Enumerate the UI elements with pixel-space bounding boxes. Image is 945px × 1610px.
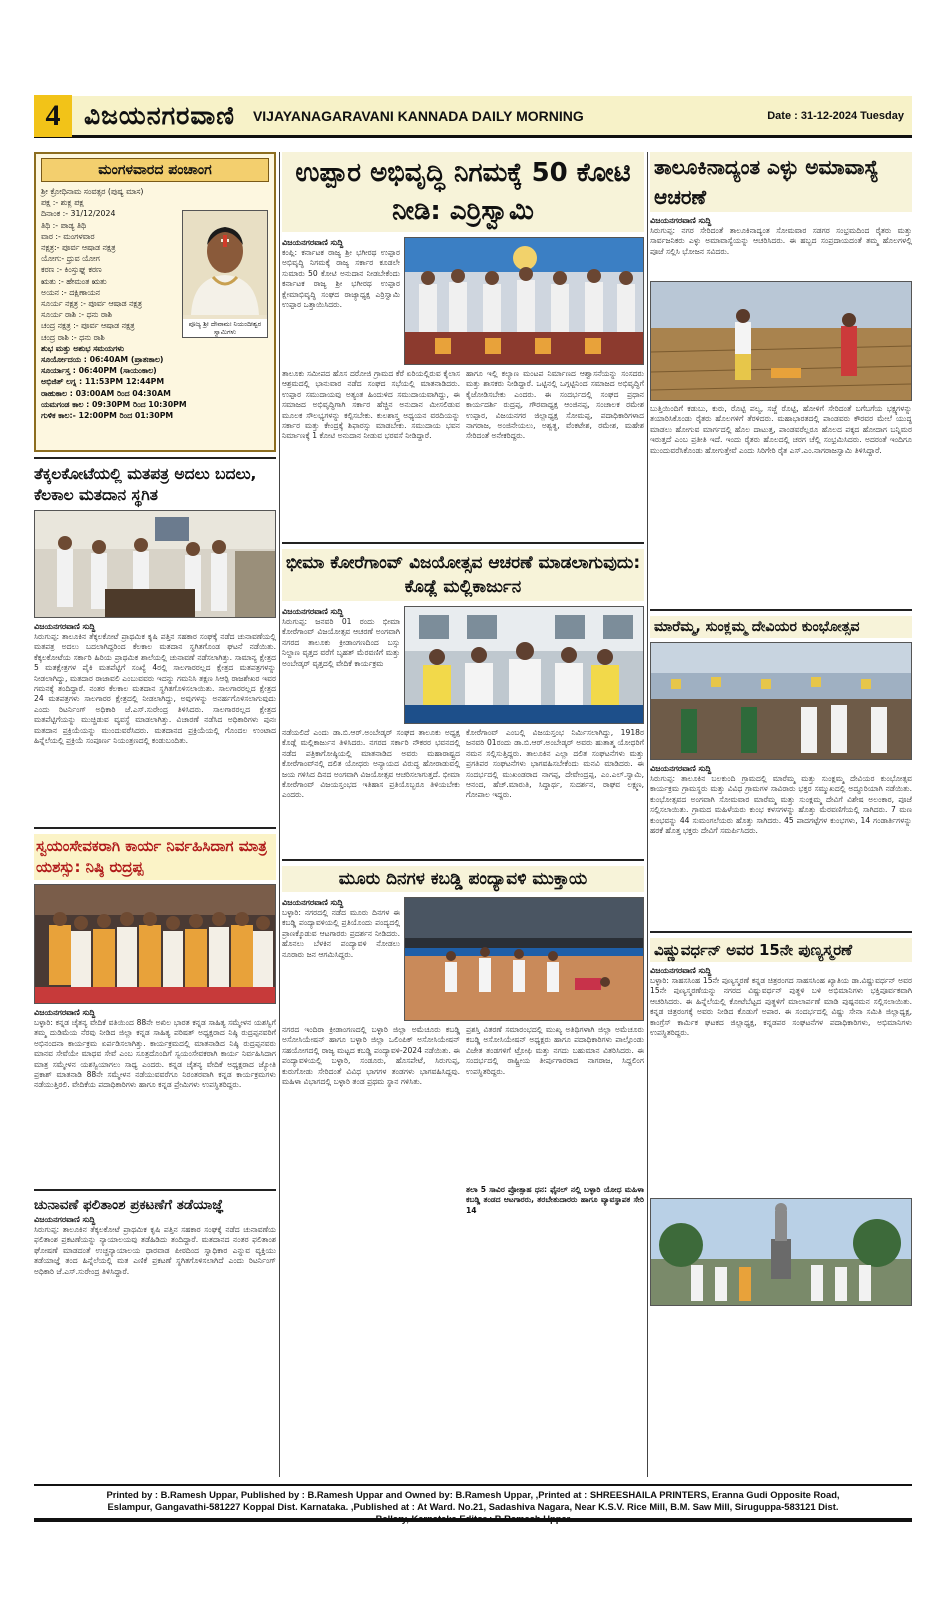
kabaddi-match-photo (404, 897, 644, 1021)
divider (34, 827, 276, 829)
statue-tribute-photo (650, 1198, 912, 1306)
uppara-meeting-photo (404, 237, 644, 365)
footer-rule (34, 1518, 912, 1522)
masthead (34, 96, 912, 138)
press-meet-photo (404, 606, 644, 724)
priest-portrait (182, 210, 268, 338)
headline-swayamsevak: ಸ್ವಯಂಸೇವಕರಾಗಿ ಕಾರ್ಯ ನಿರ್ವಹಿಸಿದಾಗ ಮಾತ್ರ ಯಶಸ್ಸು: ನಿಷ್ಠಿ ರುದ್ರಪ್ಪ (34, 834, 276, 880)
article-body: ಸಿರುಗುಪ್ಪ: ತಾಲೂಕಿನ ಬಲಕುಂದಿ ಗ್ರಾಮದಲ್ಲಿ ಮಾರೆಮ್ಮ ಮತ್ತು ಸುಂಕ್ಲಮ್ಮ ದೇವಿಯರ ಕುಂಭೋತ್ಸವ ಕಾರ್ಯಕ್ರಮ ಗ್ರಾಮಸ್ಥರು ಮತ್ತು ವಿವಿಧ ಗ್ರಾಮಗಳ ಸಾವಿರಾರು ಭಕ್ತರ ಸಮ್ಮುಖದಲ್ಲಿ ಅದ್ಧೂರಿಯಾಗಿ ನಡೆಯಿತು. ಕುಂಭೋತ್ಸವದ ಅಂಗವಾಗಿ ಸೋಮವಾರ ಮಾರೆಮ್ಮ ಮತ್ತು ಸುಂಕ್ಲಮ್ಮ ದೇವಿಗೆ ವಿಶೇಷ ಅಲಂಕಾರ, ಪೂಜೆ ಸಲ್ಲಿಸಲಾಯಿತು. ಗ್ರಾಮದ ಮಹಿಳೆಯರು ಕುಂಭ ಕಳಸಗಳನ್ನು ಹೊತ್ತು ಮೆರವಣಿಗೆಯಲ್ಲಿ ಸಾಗಿದರು. 7 ಮಣ ಕುಂಭವನ್ನು 44 ಸುಮಂಗಲೆಯರು ಹೊತ್ತು ಸಾಗಿದರು. 45 ಪಾದಗಟ್ಟೆಗಳ ಕುಂಭಗಳು, 14 ಗಂಡಾರ್ತಿಗಳನ್ನು ಹರಕೆ ಹೊತ್ತ ಭಕ್ತರು ದೇವಿಗೆ ಸಮರ್ಪಿಸಿದರು. (650, 774, 912, 836)
article-lead: ಕಂಪ್ಲಿ: ಕರ್ನಾಟಕ ರಾಜ್ಯ ಶ್ರೀ ಭಗೀರಥ ಉಪ್ಪಾರ ಅಭಿವೃದ್ಧಿ ನಿಗಮಕ್ಕೆ ರಾಜ್ಯ ಸರ್ಕಾರ ಕೂಡಲೇ ಸುಮಾರು 50 ಕೋಟಿ ಅನುದಾನ ನೀಡಬೇಕೆಂದು ಕರ್ನಾಟಕ ರಾಜ್ಯ ಶ್ರೀ ಭಗೀರಥ ಉಪ್ಪಾರ ಕ್ಷೇಮಾಭಿವೃದ್ಧಿ ಸಂಘದ ರಾಜ್ಯಾಧ್ಯಕ್ಷ ಎರ್ರಿಸ್ವಾಮಿ ಉಪ್ಪಾರ ಒತ್ತಾಯಿಸಿದರು. (282, 248, 400, 310)
article-body-continued: ಬುತ್ತಿಯಿಂದಿಗೆ ಕಡುಬು, ಕುರು, ರೊಟ್ಟಿ ಪಲ್ಯ, ಸಜ್ಜೆ ರೊಟ್ಟಿ, ಹೋಳಿಗೆ ಸೇರಿದಂತೆ ಬಗೆಬಗೆಯ ಭಕ್ಷ್ಯಗಳನ್ನು ತಯಾರಿಸಿಕೊಂಡು ರೈತರು ಹೊಲಗಳಿಗೆ ತೆರಳಿದರು. ಮಹಾಭಾರತದಲ್ಲಿ ಪಾಂಡವರು ಕೌರವರ ಮೇಲೆ ಯುದ್ಧ ಮಾಡಲು ಹೋಗುವ ಮಾರ್ಗದಲ್ಲಿ ಹೊಲ ದಾಟುತ್ತ, ಪಾಂಡವರೆಲ್ಲರೂ ಹೊಲದ ಪಕ್ಕದ ಹೋದಾಗ ಬನ್ನಿಮರ ಇರುತ್ತದೆ ಎಂಬ ಪ್ರತೀತಿ ಇದೆ. ಇಂದು ರೈತರು ಹೊಲದಲ್ಲಿ ಚರಗ ಚೆಲ್ಲಿ ಸಂಭ್ರಮಿಸಿದರು. ಅದರಂತೆ ಇಂದಿಗೂ ಮುಂದುವರೆಸಿಕೊಂಡು ಹೋಗುತ್ತೇವೆ ಎಂದು ಸಿರಿಗೇರಿ ರೈತ ಎಸ್.ಎಂ.ನಾಗರಾಜಸ್ವಾಮಿ ತಿಳಿಸಿದ್ದಾರೆ. (650, 404, 912, 455)
panchanga-box (34, 152, 276, 452)
panchanga-line: ಪಕ್ಷ :- ಶುಕ್ಲ ಪಕ್ಷ (41, 198, 84, 208)
article-body: ಬಳ್ಳಾರಿ: ಕನ್ನಡ ಚೈತನ್ಯ ವೇದಿಕೆ ವತಿಯಿಂದ 88ನೇ ಅಖಿಲ ಭಾರತ ಕನ್ನಡ ಸಾಹಿತ್ಯ ಸಮ್ಮೇಳನ ಯಶಸ್ವಿಗೆ ತಮ್ಮ ದುಡಿಮೆಯ ನೆರವು ನೀಡಿದ ಜಿಲ್ಲಾ ಕನ್ನಡ ಸಾಹಿತ್ಯ ಪರಿಷತ್ ಅಧ್ಯಕ್ಷರಾದ ನಿಷ್ಠಿ ರುದ್ರಪ್ಪನವರಿಗೆ ಅಭಿನಂದನಾ ಕಾರ್ಯಕ್ರಮ ಏರ್ಪಡಿಸಲಾಗಿತ್ತು. ಕಾರ್ಯಕ್ರಮದಲ್ಲಿ ಮಾತನಾಡಿದ ನಿಷ್ಠಿ ರುದ್ರಪ್ಪನವರು ಮಾನವ ಸೇವೆಯೇ ಮಾಧವ ಸೇವೆ ಎಂಬ ಸೂತ್ರದೊಂದಿಗೆ ಸ್ವಯಂಸೇವಕರಾಗಿ ಕಾರ್ಯ ನಿರ್ವಹಿಸಿದಾಗ ಮಾತ್ರ ಸಮ್ಮೇಳನ ಯಶಸ್ವಿಯಾಗಲು ಸಾಧ್ಯ ಎಂದರು. ಕನ್ನಡ ಚೈತನ್ಯ ವೇದಿಕೆ ಅಧ್ಯಕ್ಷರಾದ ಜ್ಯೋತಿ ಪ್ರಕಾಶ್ ಮಾತನಾಡಿ 88ನೇ ಸಮ್ಮೇಳನ ನಡೆಯುವವರೆಗೂ ನಿರಂತರವಾಗಿ ಕನ್ನಡ ಕಾರ್ಯಕ್ರಮಗಳು ನಡೆಯುತ್ತಿರಲಿ. ವೇದಿಕೆಯ ಪದಾಧಿಕಾರಿಗಳು ಹಾಗೂ ಕನ್ನಡ ಪ್ರೇಮಿಗಳು ಉಪಸ್ಥಿತರಿದ್ದರು. (34, 1018, 276, 1090)
panchanga-line: ಸೂರ್ಯೋದಯ : 06:40AM (ಪ್ರಾತಃಕಾಲ) (41, 355, 164, 365)
panchanga-line: ಶ್ರೀ ಕ್ರೋಧಿನಾಮ ಸಂವತ್ಸರ (ಪುಷ್ಯ ಮಾಸ) (41, 187, 144, 196)
article-body: ಸಿರುಗುಪ್ಪ: ನಗರ ಸೇರಿದಂತೆ ತಾಲೂಕಿನಾದ್ಯಂತ ಸೋಮವಾರ ಸಡಗರ ಸಂಭ್ರಮದಿಂದ ರೈತರು ಮತ್ತು ಸಾರ್ವಜನಿಕರು ಎಳ್ಳು ಅಮಾವಾಸ್ಯೆಯನ್ನು ಆಚರಿಸಿದರು. ಈ ಹಬ್ಬದ ಸಂಪ್ರದಾಯದಂತೆ ತಮ್ಮ ಹೊಲಗಳಲ್ಲಿ ಪೂಜೆ ಸಲ್ಲಿಸಿ ಭೋಜನ ಸವಿದರು. (650, 226, 912, 256)
headline-uppara: ಉಪ್ಪಾರ ಅಭಿವೃದ್ಧಿ ನಿಗಮಕ್ಕೆ 50 ಕೋಟಿ ನೀಡಿ: ಎರ್ರಿಸ್ವಾಮಿ (282, 152, 644, 232)
panchanga-line: ವಾರ :- ಮಂಗಳವಾರ (41, 231, 95, 241)
panchanga-line: ಸೂರ್ಯ ರಾಶಿ :- ಧನು ರಾಶಿ (41, 310, 113, 320)
panchanga-line: ಕರಣ :- ಕಿಂಸ್ತುಘ್ನ ಕರಣ (41, 265, 102, 275)
panchanga-line: ಚಂದ್ರ ರಾಶಿ :- ಧನು ರಾಶಿ (41, 332, 105, 342)
field-worship-photo (650, 281, 912, 401)
panchanga-line: ಅಯನ :- ದಕ್ಷಿಣಾಯನ (41, 287, 100, 297)
imprint-line: Eslampur, Gangavathi-581227 Koppal Dist. Karnataka. ,Published at : At Ward. No.21, Sadashiva Nagara, Near K.S.V. Rice Mill, B.M. Saw Mill, Siruguppa-583121 Dist. (107, 1501, 839, 1512)
panchanga-line: ನಕ್ಷತ್ರ:- ಪೂರ್ವ ಆಷಾಡ ನಕ್ಷತ್ರ (41, 243, 116, 253)
panchanga-line: ದಿನಾಂಕ :- 31/12/2024 (41, 209, 116, 219)
right-column (650, 152, 912, 1306)
panchanga-line: ಯಮಗಂಡ ಕಾಲ : 09:30PM ರಿಂದ 10:30PM (41, 399, 187, 409)
column-divider (647, 152, 648, 1477)
panchanga-line: ಶುಭ ಮತ್ತು ಅಶುಭ ಸಮಯಗಳು (41, 343, 124, 353)
headline-tekkalakote: ತೆಕ್ಕಲಕೋಟೆಯಲ್ಲಿ ಮತಪತ್ರ ಅದಲು ಬದಲು, ಕೆಲಕಾಲ ಮತದಾನ ಸ್ಥಗಿತ (34, 465, 257, 504)
divider (650, 931, 912, 933)
headline-vishnuvardhan: ವಿಷ್ಣುವರ್ಧನ್ ಅವರ 15ನೇ ಪುಣ್ಯಸ್ಮರಣೆ (650, 938, 912, 962)
panchanga-line: ಗುಳಿಕ ಕಾಲ:- 12:00PM ರಿಂದ 01:30PM (41, 411, 174, 421)
article-body: ತಾಲೂಕು ಸಮೀಪದ ಹೊಸ ದರೋಜಿ ಗ್ರಾಮದ ಕೆರೆ ಏರಿಯಲ್ಲಿರುವ ಕೈಲಾಸ ಆಶ್ರಮದಲ್ಲಿ ಭಾನುವಾರ ನಡೆದ ಸಂಘದ ಸಭೆಯಲ್ಲಿ ಮಾತನಾಡಿದರು. ಉಪ್ಪಾರ ಸಮುದಾಯವು ಅತ್ಯಂತ ಹಿಂದುಳಿದ ಸಮುದಾಯವಾಗಿದ್ದು, ಈ ಸಮಾಜದ ಅಭಿವೃದ್ಧಿಗಾಗಿ ಸರ್ಕಾರ ಹೆಚ್ಚಿನ ಅನುದಾನ ಮೀಸಲಿಡುವ ಮೂಲಕ ಸೌಲಭ್ಯಗಳನ್ನು ಕಲ್ಪಿಸಬೇಕು. ಕುಲಶಾಸ್ತ್ರ ಅಧ್ಯಯನ ವರದಿಯನ್ನು ಸರ್ಕಾರ ಮತ್ತು ಕೇಂದ್ರಕ್ಕೆ ಶಿಫಾರಸ್ಸು ಮಾಡಬೇಕು. ಸಮುದಾಯ ಭವನ ನಿರ್ಮಾಣಕ್ಕೆ 1 ಕೋಟಿ ಅನುದಾನ ನೀಡುವ ಭರವಸೆ ನೀಡಿದ್ದಾರೆ. (282, 369, 460, 441)
divider (34, 457, 276, 459)
article-body: ನಗರದ ಇಂದಿರಾ ಕ್ರೀಡಾಂಗಣದಲ್ಲಿ ಬಳ್ಳಾರಿ ಜಿಲ್ಲಾ ಅಮೆಚೂರು ಕಬಡ್ಡಿ ಅಸೋಸಿಯೇಷನ್ ಹಾಗೂ ಬಳ್ಳಾರಿ ಜಿಲ್ಲಾ ಒಲಿಂಪಿಕ್ ಅಸೋಸಿಯೇಷನ್ ಸಹಯೋಗದಲ್ಲಿ ರಾಜ್ಯ ಮಟ್ಟದ ಕಬಡ್ಡಿ ಪಂದ್ಯಾವಳಿ-2024 ನಡೆಯಿತು. ಈ ಪಂದ್ಯಾವಳಿಯಲ್ಲಿ ಬಳ್ಳಾರಿ, ಸಂಡೂರು, ಹೊಸಪೇಟೆ, ಸಿರುಗುಪ್ಪ, ಕುರುಗೋಡು ಸೇರಿದಂತೆ ವಿವಿಧ ಭಾಗಗಳ ತಂಡಗಳು ಭಾಗವಹಿಸಿದ್ದವು. ಮಹಿಳಾ ವಿಭಾಗದಲ್ಲಿ ಬಳ್ಳಾರಿ ತಂಡ ಪ್ರಥಮ ಸ್ಥಾನ ಗಳಿಸಿತು. (282, 1025, 460, 1087)
panchanga-line: ರಾಹುಕಾಲ : 03:00AM ರಿಂದ 04:30AM (41, 388, 171, 398)
kumbhotsava-photo (650, 642, 912, 760)
article-body: ಸಿರುಗುಪ್ಪ: ತಾಲೂಕಿನ ತೆಕ್ಕಲಕೋಟೆ ಪ್ರಾಥಮಿಕ ಕೃಷಿ ಪತ್ತಿನ ಸಹಕಾರ ಸಂಘಕ್ಕೆ ನಡೆದ ಚುನಾವಣೆಯಲ್ಲಿ ಮತಪತ್ರ ಅದಲು ಬದಲಾಗಿದ್ದರಿಂದ ಕೆಲಕಾಲ ಮತದಾನ ಸ್ಥಗಿತಗೊಂಡ ಘಟನೆ ನಡೆಯಿತು. ಕೆಕ್ಕಲಕೋಟೆಯ ಸರ್ಕಾರಿ ಹಿರಿಯ ಪ್ರಾಥಮಿಕ ಶಾಲೆಯಲ್ಲಿ ಚುನಾವಣೆ ನಡೆಸಲಾಗಿತ್ತು. ಸಾಮಾನ್ಯ ಕ್ಷೇತ್ರದ 5 ಮತಕ್ಷೇತ್ರಗಳ ಪೈಕಿ ಮತಪೆಟ್ಟಿಗೆ ಸಂಖ್ಯೆ 4ರಲ್ಲಿ ಸಾಲಗಾರರಲ್ಲದ ಕ್ಷೇತ್ರದ ಮತಪತ್ರಗಳನ್ನು ನೀಡಲಾಗಿದ್ದು, ಮತದಾರ ರಾಜಾವಲಿ ಎಂಬುವವರು ಇದನ್ನು ಗಮನಿಸಿ ತಕ್ಷಣ ಸಿಆರ್‍ಪಿ ರಾಜಶೇಖರ ಇವರ ಗಮನಕ್ಕೆ ತಂದಿದ್ದಾರೆ. ನಂತರ ಕೆಲಕಾಲ ಮತದಾನ ಸ್ಥಗಿತಗೊಳಿಸಲಾಯಿತು. ಸಾಲಗಾರರಲ್ಲದ ಕ್ಷೇತ್ರದ 24 ಮತಪತ್ರಗಳು ಸಾಲಗಾರರ ಕ್ಷೇತ್ರದಲ್ಲಿ ನೀಡಲಾಗಿದ್ದು, ಅವುಗಳನ್ನು ಅನರ್ಹಗೊಳಿಸಲಾಗುವುದು ಎಂದು ರಿಟರ್ನಿಂಗ್ ಅಧಿಕಾರಿ ಜೆ.ಎಸ್.ಸುರೇಂದ್ರ ತಿಳಿಸಿದರು. ಸಾಲಗಾರರಲ್ಲದ ಕ್ಷೇತ್ರದ ಮತಪೆಟ್ಟಿಗೆಯನ್ನು ಮುಚ್ಚಿಡುವ ವ್ಯವಸ್ಥೆ ಮಾಡಲಾಗಿತ್ತು. ವಿಚಾರಣೆ ನಡೆಸಿದ ಅಧಿಕಾರಿಗಳು ಪುನಃ ಮತದಾನ ಪ್ರಕ್ರಿಯೆಯನ್ನು ಮುಂದುವರೆಸಿದರು. ಮತದಾನದ ಪ್ರಕ್ರಿಯೆಯಲ್ಲಿ ಗೊಂದಲ ಉಂಟಾದ ಹಿನ್ನೆಲೆಯಲ್ಲಿ ಪ್ರಕ್ರಿಯೆ ಸಂಪೂರ್ಣ ನಿಯಂತ್ರಣದಲ್ಲಿ ಕಂಡುಬಂದಿತು. (34, 632, 276, 746)
headline-kabaddi: ಮೂರು ದಿನಗಳ ಕಬಡ್ಡಿ ಪಂದ್ಯಾವಳಿ ಮುಕ್ತಾಯ (282, 866, 644, 892)
divider (282, 542, 644, 544)
headline-bhima-koregaon: ಭೀಮಾ ಕೋರೆಗಾಂವ್ ವಿಜಯೋತ್ಸವ ಆಚರಣೆ ಮಾಡಲಾಗುವುದು: ಕೊಡ್ಲೆ ಮಲ್ಲಿಕಾರ್ಜುನ (282, 549, 644, 601)
prize-money-note: ತಲಾ 5 ಸಾವಿರ ಪ್ರೋತ್ಸಾಹ ಧನ: ಫೈನಲ್ ನಲ್ಲಿ ಬಳ್ಳಾರಿ ಯೋಧ ಮಹಿಳಾ ಕಬಡ್ಡಿ ತಂಡದ ಆಟಗಾರರು, ತರಬೇತುದಾರರು ಹಾಗೂ ವ್ಯಾವಸ್ಥಾಪಕ ಸೇರಿ 14 (466, 1185, 644, 1215)
byline: ವಿಜಯನಗರವಾಣಿ ಸುದ್ದಿ (650, 966, 712, 975)
byline: ವಿಜಯನಗರವಾಣಿ ಸುದ್ದಿ (282, 607, 344, 616)
byline: ವಿಜಯನಗರವಾಣಿ ಸುದ್ದಿ (282, 238, 344, 247)
article-body-continued: ಹಾಗೂ ಇಲ್ಲಿ ಕಲ್ಯಾಣ ಮಂಟಪ ನಿರ್ಮಾಣದ ಆಶ್ವಾಸನೆಯನ್ನು ಸಂಸದರು ಮತ್ತು ಶಾಸಕರು ನೀಡಿದ್ದಾರೆ. ಒಟ್ಟಿನಲ್ಲಿ ಒಗ್ಗಟ್ಟಿನಿಂದ ಸಮಾಜದ ಅಭಿವೃದ್ಧಿಗೆ ಕೈಜೋಡಿಸಬೇಕು ಎಂದರು. ಈ ಸಂದರ್ಭದಲ್ಲಿ ಸಂಘದ ಪ್ರಧಾನ ಕಾರ್ಯದರ್ಶಿ ರುದ್ರಪ್ಪ, ಗೌರವಾಧ್ಯಕ್ಷ ಆಂಜಿನಪ್ಪ, ಸಂಚಾಲಕ ರಮೇಶ ಉಪ್ಪಾರ, ವಿಜಯನಗರ ಜಿಲ್ಲಾಧ್ಯಕ್ಷ ಸೋಮಪ್ಪ, ಪದಾಧಿಕಾರಿಗಳಾದ ನಾಗರಾಜ, ಅಂಜಿನೇಯಲು, ಅಶ್ವತ್ಥ, ವೆಂಕಟೇಶ, ರಮೇಶ, ಮಹೇಶ ಸೇರಿದಂತೆ ಅನೇಕರಿದ್ದರು. (466, 369, 644, 441)
headline-maremma: ಮಾರೆಮ್ಮ, ಸುಂಕ್ಲಮ್ಮ ದೇವಿಯರ ಕುಂಭೋತ್ಸವ (650, 616, 912, 638)
divider (650, 609, 912, 611)
headline-ellu-amavasye: ತಾಲೂಕಿನಾದ್ಯಂತ ಎಳ್ಳು ಅಮಾವಾಸ್ಯೆ ಆಚರಣೆ (650, 152, 912, 212)
issue-date: Date : 31-12-2024 Tuesday (767, 109, 904, 122)
portrait-caption: ಪೂಜ್ಯ ಶ್ರೀ ದೇವಾಮಃ ನಿಯಂದೀಶ್ವರ ಸ್ವಾಮಿಗಳು (183, 319, 267, 337)
article-body-continued: ಕೋರೆಗಾಂವ್ ಎಂಬಲ್ಲಿ ವಿಜಯಸ್ತಂಭ ನಿರ್ಮಿಸಲಾಗಿದ್ದು, 1918ರ ಜನವರಿ 01ರಂದು ಡಾ.ಬಿ.ಆರ್.ಅಂಬೇಡ್ಕರ್ ಅವರು ಹುತಾತ್ಮ ಯೋಧರಿಗೆ ನಮನ ಸಲ್ಲಿಸುತ್ತಿದ್ದರು. ತಾಲೂಕಿನ ಎಲ್ಲಾ ದಲಿತ ಸಂಘಟನೆಗಳು ಮತ್ತು ಪ್ರಗತಿಪರ ಸಂಘಟನೆಗಳು ಭಾಗವಹಿಸಬೇಕೆಂದು ಮನವಿ ಮಾಡಿದರು. ಈ ಸಂದರ್ಭದಲ್ಲಿ ಮುಖಂಡರಾದ ನಾಗಪ್ಪ, ದೇವೇಂದ್ರಪ್ಪ, ಎಂ.ಎಲ್.ಸ್ವಾಮಿ, ಆನಂದ, ಹೆಚ್.ಮಾರುತಿ, ಸಿದ್ದಾರ್ಥ, ಸುದರ್ಶನ, ರಾಘವ ಲಕ್ಷ್ಮಣ, ಗೋಪಾಲ ಇದ್ದರು. (466, 728, 644, 800)
masthead-english: VIJAYANAGARAVANI KANNADA DAILY MORNING (252, 107, 584, 124)
headline-election-results: ಚುನಾವಣೆ ಫಲಿತಾಂಶ ಪ್ರಕಟಣೆಗೆ ತಡೆಯಾಜ್ಞೆ (34, 1197, 224, 1213)
byline: ವಿಜಯನಗರವಾಣಿ ಸುದ್ದಿ (282, 898, 344, 907)
page-number: 4 (34, 95, 72, 137)
masthead-kannada: ವಿಜಯನಗರವಾಣಿ (84, 100, 235, 130)
panchanga-line: ಸೂರ್ಯ ನಕ್ಷತ್ರ :- ಪೂರ್ವ ಆಷಾಡ ನಕ್ಷತ್ರ (41, 299, 142, 309)
byline: ವಿಜಯನಗರವಾಣಿ ಸುದ್ದಿ (34, 622, 96, 631)
byline: ವಿಜಯನಗರವಾಣಿ ಸುದ್ದಿ (650, 764, 712, 773)
panchanga-line: ಸೂರ್ಯಾಸ್ತ : 06:40PM (ಸಾಯಂಕಾಲ) (41, 366, 157, 376)
center-column (282, 152, 644, 1233)
panchanga-line: ಋತು :- ಹೇಮಂತ ಋತು (41, 276, 107, 286)
imprint-line: Printed by : B.Ramesh Uppar, Published by : B.Ramesh Uppar and Owned by: B.Ramesh Uppar, ,Printed at : SHREESHAILA PRINTERS, Eranna Gudi Opposite Road, (106, 1489, 840, 1500)
article-lead: ಬಳ್ಳಾರಿ: ನಗರದಲ್ಲಿ ನಡೆದ ಮೂರು ದಿನಗಳ ಈ ಕಬಡ್ಡಿ ಪಂದ್ಯಾವಳಿಯಲ್ಲಿ ಪ್ರತಿಯೊಂದು ಪಂದ್ಯದಲ್ಲಿ ಪ್ರಾಣಕ್ಕೊಡುವ ಆಟಗಾರರು ಪ್ರದರ್ಶನ ನೀಡಿದರು. ಹೊನಲು ಬೆಳಕಿನ ಪಂದ್ಯಾವಳಿ ನೋಡಲು ನೂರಾರು ಜನ ಆಗಮಿಸಿದ್ದರು. (282, 908, 400, 959)
column-divider (279, 152, 280, 1477)
article-body: ಬಳ್ಳಾರಿ: ಸಾಹಸಸಿಂಹ 15ನೇ ಪುಣ್ಯಸ್ಮರಣೆ ಕನ್ನಡ ಚಿತ್ರರಂಗದ ಸಾಹಸಸಿಂಹ ಖ್ಯಾತಿಯ ಡಾ.ವಿಷ್ಣುವರ್ಧನ್ ಅವರ 15ನೇ ಪುಣ್ಯಸ್ಮರಣೆಯನ್ನು ನಗರದ ವಿಷ್ಣುವರ್ಧನ್ ಪುತ್ಥಳಿ ಬಳಿ ಅಭಿಮಾನಿಗಳು ಭಕ್ತಿಪೂರ್ವಕವಾಗಿ ಆಚರಿಸಿದರು. ಈ ಹಿನ್ನೆಲೆಯಲ್ಲಿ ಕೋಟೆಬೆಟ್ಟದ ಪುತ್ಥಳಿಗೆ ಮಾಲಾರ್ಪಣೆ ಮಾಡಿ ಪುಷ್ಪನಮನ ಸಲ್ಲಿಸಲಾಯಿತು. ಕನ್ನಡ ಚಿತ್ರರಂಗಕ್ಕೆ ಅವರು ನೀಡಿದ ಕೊಡುಗೆ ಅಪಾರ. ಈ ಸಂದರ್ಭದಲ್ಲಿ ವಿಷ್ಣು ಸೇನಾ ಸಮಿತಿ ಜಿಲ್ಲಾಧ್ಯಕ್ಷ, ಕಾಂಗ್ರೆಸ್ ಕಾರ್ಮಿಕ ಘಟಕದ ಜಿಲ್ಲಾಧ್ಯಕ್ಷ, ಕನ್ನಡಪರ ಸಂಘಟನೆಗಳ ಪದಾಧಿಕಾರಿಗಳು, ಅಭಿಮಾನಿಗಳು ಉಪಸ್ಥಿತರಿದ್ದರು. (650, 976, 912, 1038)
byline: ವಿಜಯನಗರವಾಣಿ ಸುದ್ದಿ (34, 1008, 96, 1017)
article-body-continued: ಪ್ರಶಸ್ತಿ ವಿತರಣೆ ಸಮಾರಂಭದಲ್ಲಿ ಮುಖ್ಯ ಅತಿಥಿಗಳಾಗಿ ಜಿಲ್ಲಾ ಅಮೆಚೂರು ಕಬಡ್ಡಿ ಅಸೋಸಿಯೇಷನ್ ಅಧ್ಯಕ್ಷರು ಹಾಗೂ ಪದಾಧಿಕಾರಿಗಳು ಪಾಲ್ಗೊಂಡು ವಿಜೇತ ತಂಡಗಳಿಗೆ ಟ್ರೋಫಿ ಮತ್ತು ನಗದು ಬಹುಮಾನ ವಿತರಿಸಿದರು. ಈ ಸಂದರ್ಭದಲ್ಲಿ ರಾಷ್ಟ್ರೀಯ ತೀರ್ಪುಗಾರರಾದ ನಾಗರಾಜ, ಸಿದ್ದಲಿಂಗ ಉಪಸ್ಥಿತರಿದ್ದರು. (466, 1025, 644, 1076)
article-body: ನಡೆಯಲಿದೆ ಎಂದು ಡಾ.ಬಿ.ಆರ್.ಅಂಬೇಡ್ಕರ್ ಸಂಘದ ತಾಲೂಕು ಅಧ್ಯಕ್ಷ ಕೊಡ್ಲೆ ಮಲ್ಲಿಕಾರ್ಜುನ ತಿಳಿಸಿದರು. ನಗರದ ಸರ್ಕಾರಿ ನೌಕರರ ಭವನದಲ್ಲಿ ನಡೆದ ಪತ್ರಿಕಾಗೋಷ್ಠಿಯಲ್ಲಿ ಮಾತನಾಡಿದ ಅವರು ಮಹಾರಾಷ್ಟ್ರದ ಕೋರೆಗಾಂವ್‍ನಲ್ಲಿ ದಲಿತ ಯೋಧರು ಅನ್ಯಾಯದ ವಿರುದ್ಧ ಹೋರಾಡುವಲ್ಲಿ ಜಯ ಗಳಿಸಿದ ದಿನದ ಅಂಗವಾಗಿ ವಿಜಯೋತ್ಸವ ಆಚರಿಸಲಾಗುತ್ತದೆ. ಭೀಮಾ ಕೋರೆಗಾಂವ್ ವಿಜಯಸ್ತಂಭದ ಇತಿಹಾಸ ಪ್ರತಿಯೊಬ್ಬರೂ ತಿಳಿಯಬೇಕು ಎಂದರು. (282, 728, 460, 800)
article-lead: ಸಿರುಗುಪ್ಪ: ಜನವರಿ 01 ರಂದು ಭೀಮಾ ಕೋರೆಗಾಂವ್ ವಿಜಯೋತ್ಸವ ಆಚರಣೆ ಅಂಗವಾಗಿ ನಗರದ ತಾಲೂಕು ಕ್ರೀಡಾಂಗಣದಿಂದ ಬಸ್ಸು ನಿಲ್ದಾಣ ವೃತ್ತದ ವರೆಗೆ ಬೃಹತ್ ಮೆರವಣಿಗೆ ಮತ್ತು ಅಂಬೇಡ್ಕರ್ ವೃತ್ತದಲ್ಲಿ ವೇದಿಕೆ ಕಾರ್ಯಕ್ರಮ (282, 617, 400, 668)
election-photo (34, 510, 276, 618)
article-body: ಸಿರುಗುಪ್ಪ: ತಾಲೂಕಿನ ತೆಕ್ಕಲಕೋಟೆ ಪ್ರಾಥಮಿಕ ಕೃಷಿ ಪತ್ತಿನ ಸಹಕಾರ ಸಂಘಕ್ಕೆ ನಡೆದ ಚುನಾವಣೆಯ ಫಲಿತಾಂಶ ಪ್ರಕಟಣೆಯನ್ನು ನ್ಯಾಯಾಲಯವು ತಡೆಹಿಡಿದು ತಂದಿದ್ದಾರೆ. ಮತದಾನದ ನಂತರ ಫಲಿತಾಂಶ ಘೋಷಣೆ ಮಾಡದಂತೆ ಉಚ್ಚನ್ಯಾಯಾಲಯ ಧಾರವಾಡ ಪೀಠದಿಂದ ಸ್ವಾಧಿಕಾರ ಎನ್ನುವ ವ್ಯಕ್ತಿಯು ತಡೆಯಾಜ್ಞೆ ತಂದ ಹಿನ್ನೆಲೆಯಲ್ಲಿ ಮತ ಎಣಿಕೆ ಪ್ರಕಟಣೆ ಸ್ಥಗಿತಗೊಳಿಸಲಾಗಿದೆ ಎಂದು ರಿಟರ್ನಿಂಗ್ ಅಧಿಕಾರಿ ಜೆ.ಎಸ್.ಸುರೇಂದ್ರ ತಿಳಿಸಿದ್ದಾರೆ. (34, 1225, 276, 1276)
panchanga-line: ಯೋಗ:- ಧ್ರುವ ಯೋಗ (41, 254, 100, 264)
panchanga-line: ಅಭಿಜಿತ್ ಲಗ್ನ : 11:53PM 12:44PM (41, 377, 165, 387)
panchanga-title: ಮಂಗಳವಾರದ ಪಂಚಾಂಗ (41, 158, 269, 182)
felicitation-photo (34, 884, 276, 1004)
left-column (34, 152, 276, 1311)
panchanga-line: ತಿಥಿ :- ಪಾಡ್ಯ ತಿಥಿ (41, 220, 87, 230)
newspaper-page (34, 96, 912, 1516)
byline: ವಿಜಯನಗರವಾಣಿ ಸುದ್ದಿ (650, 216, 712, 225)
panchanga-line: ಚಂದ್ರ ನಕ್ಷತ್ರ :- ಪೂರ್ವ ಆಷಾಡ ನಕ್ಷತ್ರ (41, 321, 135, 331)
divider (282, 859, 644, 861)
priest-photo (183, 211, 267, 315)
byline: ವಿಜಯನಗರವಾಣಿ ಸುದ್ದಿ (34, 1215, 96, 1224)
divider (34, 1189, 276, 1191)
